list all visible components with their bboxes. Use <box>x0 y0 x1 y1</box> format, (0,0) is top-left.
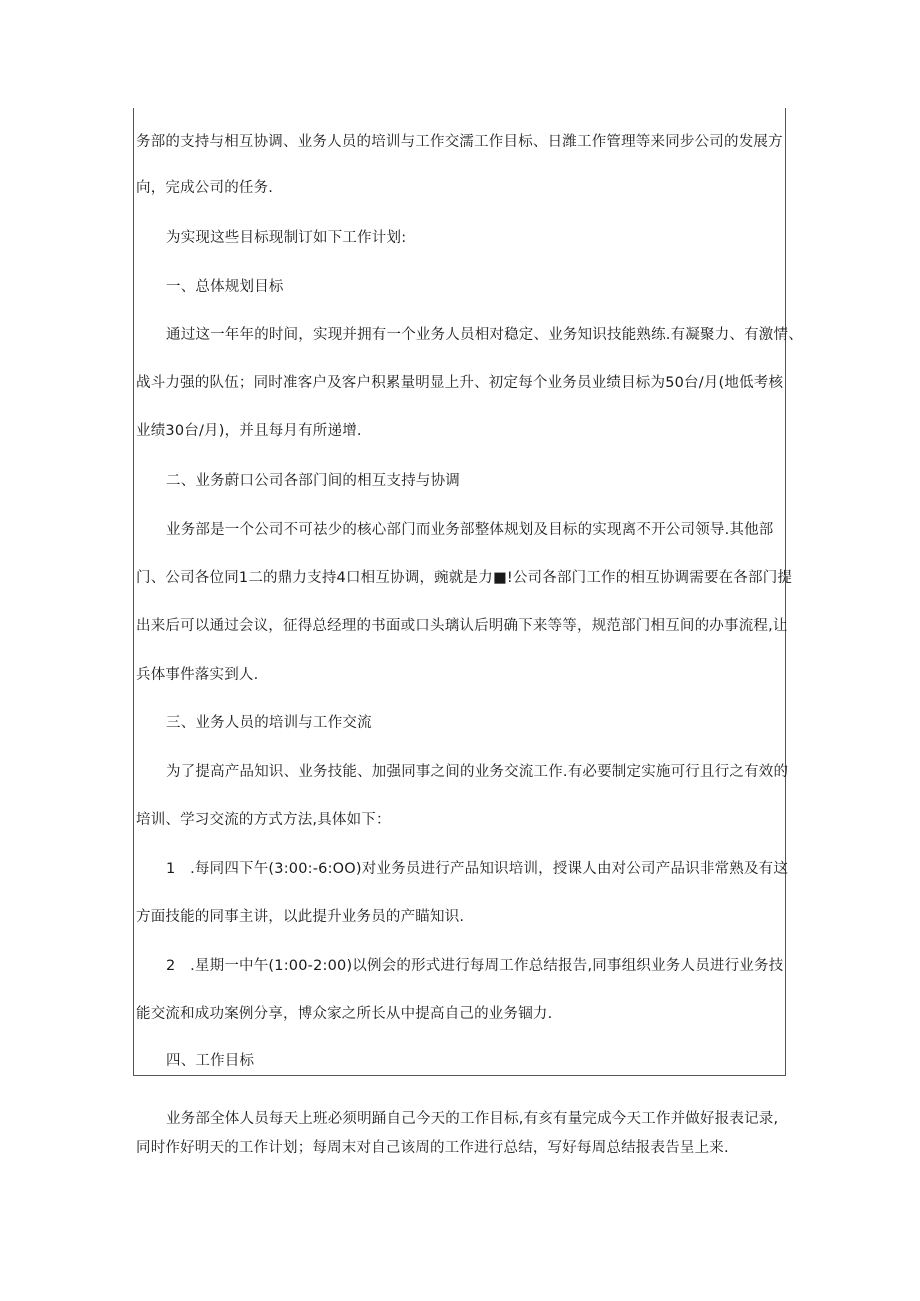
paragraph-line: 出来后可以通过会议，征得总经理的书面或口头璃认后明确下来等等，规范部门相互间的办事流程,让 <box>136 618 788 634</box>
section-heading: 三、业务人员的培训与工作交流 <box>166 715 372 731</box>
paragraph-line: 兵体事件落实到人. <box>136 667 259 683</box>
paragraph-line: 门、公司各位同1二的鼎力支持4口相互协调，豌就是力■!公司各部门工作的相互协调需要在各部门提 <box>136 570 793 586</box>
paragraph-line: 通过这一年年的时间，实现并拥有一个业务人员相对稳定、业务知识技能熟练.有凝聚力、有激情、 <box>166 327 803 343</box>
paragraph-line: 同时作好明天的工作计划；每周末对自己该周的工作进行总结，写好每周总结报表告呈上来. <box>136 1140 729 1156</box>
paragraph-line: 方面技能的同事主讲，以此提升业务员的产瞄知识. <box>136 909 465 925</box>
paragraph-line: 为实现这些目标现制订如下工作计划: <box>166 230 407 246</box>
paragraph-line: 业务部全体人员每天上班必须明踊自己今天的工作目标,有亥有量完成今天工作并做好报表记录, <box>166 1111 779 1127</box>
paragraph-line: 战斗力强的队伍；同时准客户及客户积累量明显上升、初定每个业务员业绩目标为50台/月(地低考核 <box>136 375 784 391</box>
section-heading: 二、业务蔚口公司各部门间的相互支持与协调 <box>166 473 460 489</box>
paragraph-line: 业绩30台/月)，并且每月有所递增. <box>136 423 362 439</box>
paragraph-line: 业务部是一个公司不可祛少的核心部门而业务部整体规划及目标的实现离不开公司领导.其他部 <box>166 522 774 538</box>
section-heading: 一、总体规划目标 <box>166 279 284 295</box>
paragraph-line: 培训、学习交流的方式方法,具体如下： <box>136 812 391 828</box>
list-item: 2 .星期一中午(1:00-2:00)以例会的形式进行每周工作总结报告,同事组织业务人员进行业务技 <box>166 958 784 974</box>
paragraph-line: 务部的支持与相互协调、业务人员的培训与工作交濡工作目标、日潍工作管理等来同步公司的发展方 <box>136 134 783 150</box>
list-item: 1 .每同四下午(3:00:-6:OO)对业务员进行产品知识培训，授课人由对公司产品识非常熟及有这 <box>166 861 789 877</box>
paragraph-line: 为了提高产品知识、业务技能、加强同事之间的业务交流工作.有必要制定实施可行且行之有效的 <box>166 764 789 780</box>
paragraph-line: 能交流和成功案例分享，博众家之所长从中提高自己的业务锢力. <box>136 1006 553 1022</box>
section-heading: 四、工作目标 <box>166 1053 255 1069</box>
paragraph-line: 向，完成公司的任务. <box>136 180 274 196</box>
page-frame <box>133 108 789 1076</box>
